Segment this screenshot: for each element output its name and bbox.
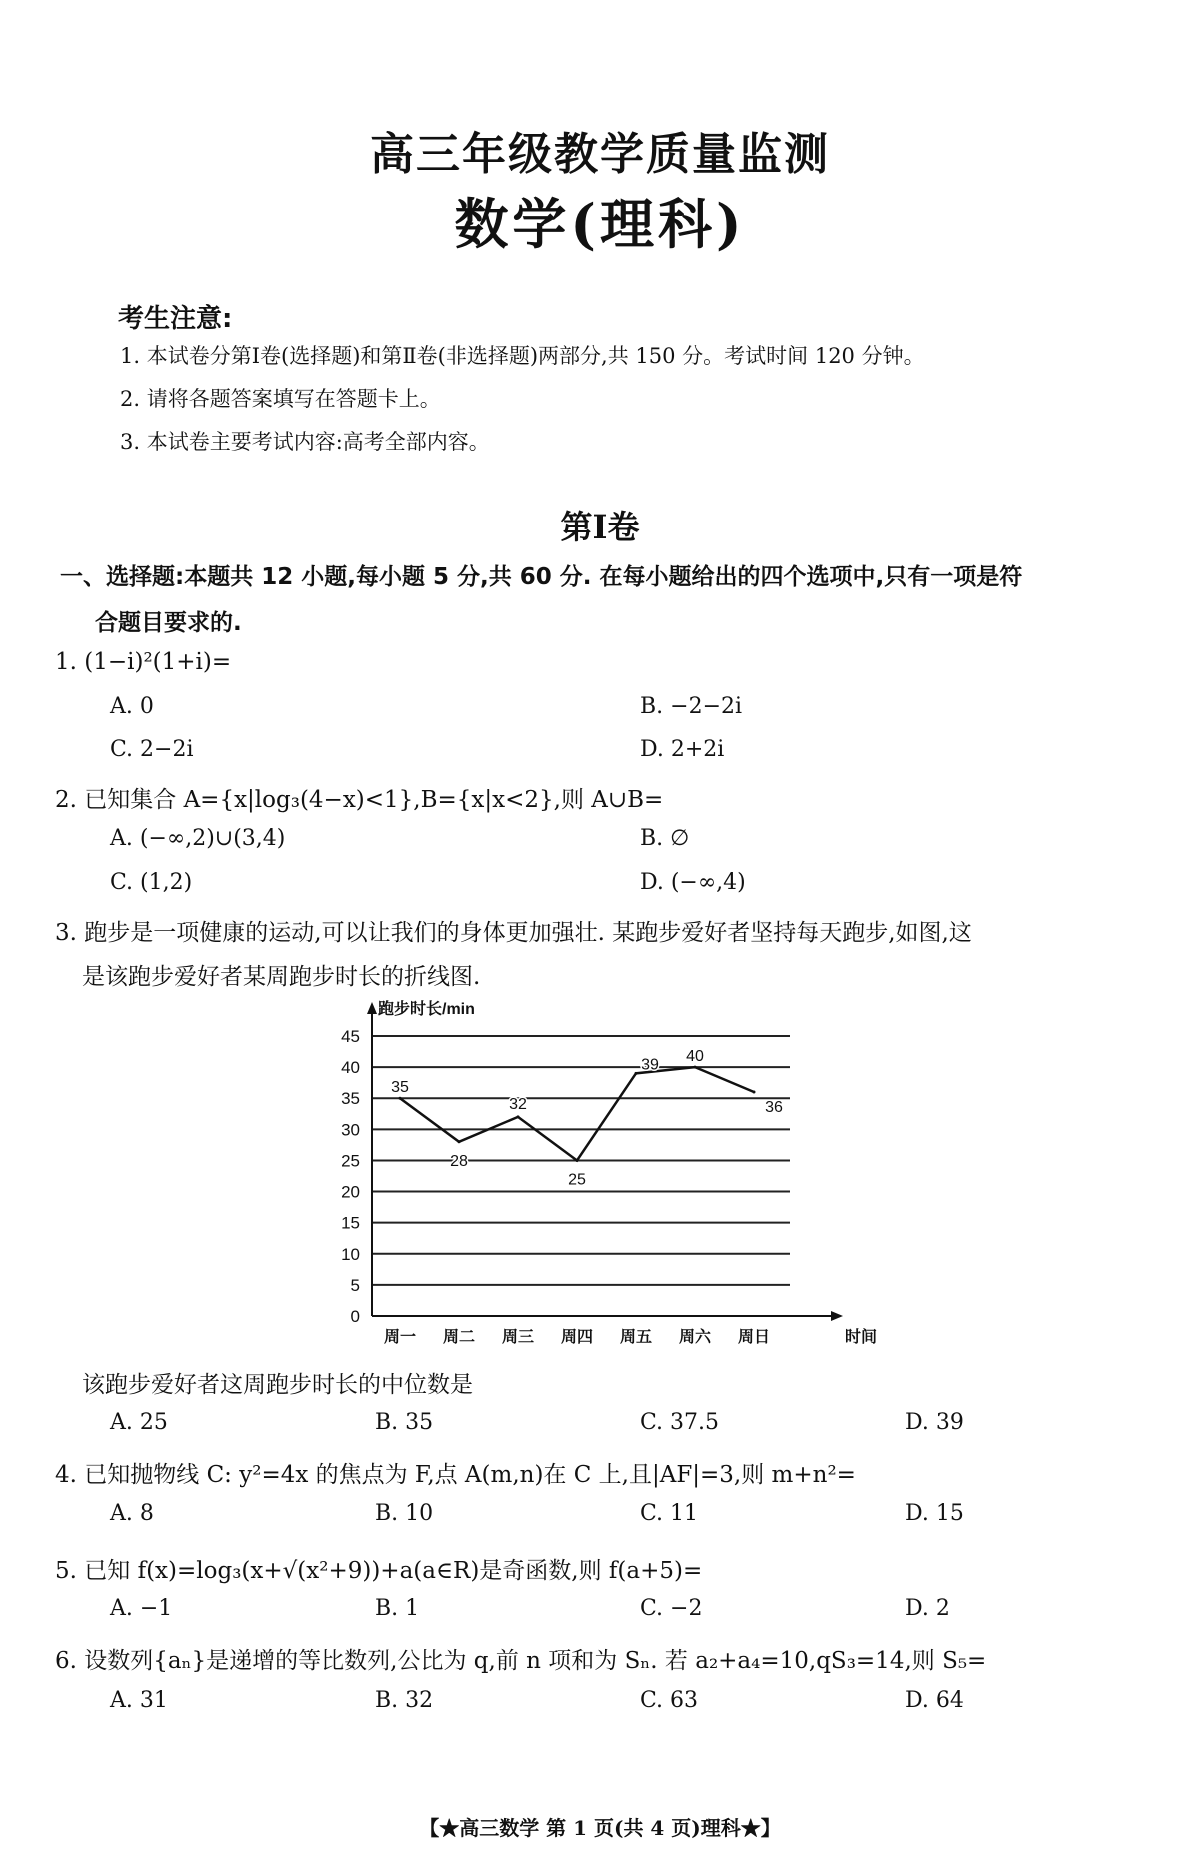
option: C. (1,2) <box>110 870 193 895</box>
option: B. 35 <box>375 1410 434 1435</box>
data-point <box>694 1066 697 1069</box>
question-6-stem: 6. 设数列{aₙ}是递增的等比数列,公比为 q,前 n 项和为 Sₙ. 若 a₂+a₄=10,qS₃=14,则 S₅= <box>55 1648 987 1674</box>
data-label: 32 <box>509 1095 527 1113</box>
data-point <box>517 1115 520 1118</box>
y-axis-arrow <box>367 1002 377 1014</box>
y-tick-label: 40 <box>341 1058 360 1078</box>
data-label: 39 <box>641 1056 659 1074</box>
option: B. 10 <box>375 1501 434 1526</box>
option: D. 39 <box>905 1410 964 1435</box>
data-label: 28 <box>450 1152 468 1170</box>
part-heading-cont: 合题目要求的. <box>95 610 242 636</box>
data-label: 35 <box>391 1079 409 1097</box>
data-point <box>753 1091 756 1094</box>
y-tick-label: 45 <box>341 1027 360 1046</box>
option: C. −2 <box>640 1596 703 1621</box>
x-axis-arrow <box>831 1311 843 1321</box>
option: C. 2−2i <box>110 737 194 762</box>
notice-heading: 考生注意: <box>118 304 233 334</box>
x-tick-label: 周三 <box>501 1329 535 1346</box>
option: D. 64 <box>905 1688 964 1713</box>
y-tick-label: 25 <box>341 1151 360 1171</box>
y-tick-label: 30 <box>341 1120 360 1140</box>
option: B. 32 <box>375 1688 434 1713</box>
running-time-line-chart <box>320 998 878 1358</box>
data-label: 36 <box>765 1099 783 1116</box>
option: D. 15 <box>905 1501 964 1526</box>
question-3-stem: 3. 跑步是一项健康的运动,可以让我们的身体更加强壮. 某跑步爱好者坚持每天跑步,如图,这 <box>55 920 972 946</box>
option: A. 8 <box>110 1501 154 1526</box>
option: A. (−∞,2)∪(3,4) <box>110 826 286 851</box>
data-point <box>635 1072 638 1075</box>
question-3-prompt: 该跑步爱好者这周跑步时长的中位数是 <box>82 1372 473 1398</box>
question-2-stem: 2. 已知集合 A={x|log₃(4−x)<1},B={x|x<2},则 A∪B= <box>55 787 664 813</box>
data-point <box>458 1140 461 1143</box>
question-3-stem-cont: 是该跑步爱好者某周跑步时长的折线图. <box>82 964 481 990</box>
subject-title: 数学(理科) <box>454 192 746 256</box>
option: C. 63 <box>640 1688 699 1713</box>
data-label: 25 <box>568 1171 586 1189</box>
x-tick-label: 周五 <box>619 1329 653 1346</box>
option: A. −1 <box>110 1596 173 1621</box>
option: A. 25 <box>110 1410 168 1435</box>
x-tick-label: 周四 <box>560 1329 594 1346</box>
notice-item: 1. 本试卷分第Ⅰ卷(选择题)和第Ⅱ卷(非选择题)两部分,共 150 分。考试时间 120 分钟。 <box>120 344 925 368</box>
y-tick-label: 0 <box>350 1307 360 1326</box>
question-1-stem: 1. (1−i)²(1+i)= <box>55 649 232 675</box>
y-tick-label: 35 <box>341 1089 360 1109</box>
option: C. 11 <box>640 1501 699 1526</box>
notice-item: 2. 请将各题答案填写在答题卡上。 <box>120 387 441 411</box>
x-axis-title: 时间 <box>845 1329 878 1346</box>
data-point <box>399 1097 402 1100</box>
data-point <box>576 1159 579 1162</box>
option: D. 2+2i <box>640 737 725 762</box>
y-axis-title: 跑步时长/min <box>378 1001 475 1018</box>
page-footer: 【★高三数学 第 1 页(共 4 页)理科★】 <box>419 1816 781 1840</box>
x-tick-label: 周日 <box>737 1329 771 1346</box>
question-4-stem: 4. 已知抛物线 C: y²=4x 的焦点为 F,点 A(m,n)在 C 上,且|AF|=3,则 m+n²= <box>55 1462 856 1488</box>
x-tick-label: 周六 <box>678 1329 712 1346</box>
x-tick-label: 周一 <box>383 1329 417 1346</box>
x-tick-label: 周二 <box>442 1329 476 1346</box>
section-title: 第Ⅰ卷 <box>560 508 640 546</box>
option: D. 2 <box>905 1596 950 1621</box>
option: A. 0 <box>110 694 154 719</box>
part-heading: 一、选择题:本题共 12 小题,每小题 5 分,共 60 分. 在每小题给出的四个选项中,只有一项是符 <box>60 564 1023 590</box>
exam-title: 高三年级教学质量监测 <box>370 129 830 180</box>
option: B. −2−2i <box>640 694 743 719</box>
option: D. (−∞,4) <box>640 870 746 895</box>
option: C. 37.5 <box>640 1410 720 1435</box>
option: A. 31 <box>110 1688 168 1713</box>
y-tick-label: 20 <box>341 1182 360 1202</box>
y-tick-label: 5 <box>350 1275 360 1295</box>
question-5-stem: 5. 已知 f(x)=log₃(x+√(x²+9))+a(a∈R)是奇函数,则 f(a+5)= <box>55 1558 703 1584</box>
y-tick-label: 15 <box>341 1213 360 1233</box>
option: B. ∅ <box>640 826 690 851</box>
series-line <box>400 1067 754 1160</box>
data-label: 40 <box>686 1048 704 1066</box>
notice-item: 3. 本试卷主要考试内容:高考全部内容。 <box>120 430 490 454</box>
y-tick-label: 10 <box>341 1244 360 1264</box>
option: B. 1 <box>375 1596 420 1621</box>
